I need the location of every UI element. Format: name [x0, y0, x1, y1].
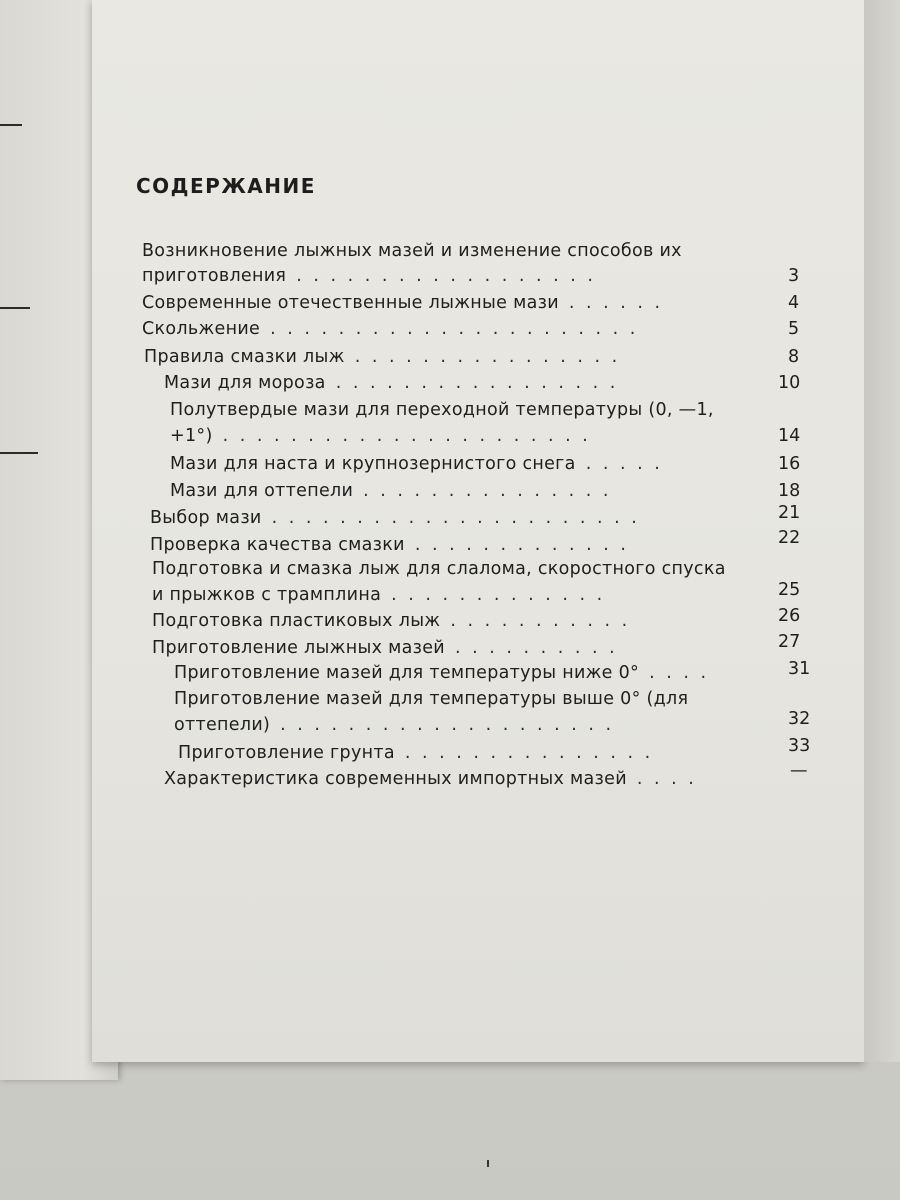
toc-entry-title-line1: Подготовка и смазка лыж для слалома, скоростного спуска: [152, 559, 726, 579]
toc-page-number: 18: [778, 481, 801, 501]
toc-page-number: 31: [788, 659, 811, 679]
toc-entry: оттепели) . . . . . . . . . . . . . . . . . . . .: [174, 715, 615, 735]
toc-entry: приготовления . . . . . . . . . . . . . . . . . .: [142, 266, 596, 286]
toc-entry: и прыжков с трамплина . . . . . . . . . . . . .: [152, 585, 606, 605]
toc-entry: Скольжение . . . . . . . . . . . . . . . . . . . . . .: [142, 319, 639, 339]
toc-entry-title-line1: Возникновение лыжных мазей и изменение способов их: [142, 241, 682, 261]
toc-page-number: 3: [788, 266, 800, 286]
toc-page-number: 4: [788, 293, 800, 313]
toc-entry: Мази для наста и крупнозернистого снега . . . . .: [170, 454, 663, 474]
toc-entry: Правила смазки лыж . . . . . . . . . . . . . . . .: [144, 347, 621, 367]
toc-page-number: 33: [788, 736, 811, 756]
toc-entry: Современные отечественные лыжные мази . . . . . .: [142, 293, 664, 313]
toc-page-number: 14: [778, 426, 801, 446]
toc-entry: +1°) . . . . . . . . . . . . . . . . . . . . . .: [170, 426, 591, 446]
toc-page-number: 5: [788, 319, 800, 339]
toc-page-number: 8: [788, 347, 800, 367]
toc-entry: Мази для мороза . . . . . . . . . . . . . . . . .: [164, 373, 619, 393]
toc-entry: Приготовление грунта . . . . . . . . . . . . . . .: [178, 743, 654, 763]
toc-entry: Подготовка пластиковых лыж . . . . . . . . . . .: [152, 611, 631, 631]
toc-entry-title-line1: Полутвердые мази для переходной температуры (0, —1,: [170, 400, 714, 420]
toc-page-number: 22: [778, 528, 801, 548]
toc-entry: Приготовление лыжных мазей . . . . . . . . . .: [152, 638, 618, 658]
toc-entry-title-line1: Приготовление мазей для температуры выше 0° (для: [174, 689, 689, 709]
toc-entry: Приготовление мазей для температуры ниже 0° . . . .: [174, 663, 710, 683]
toc-entry: Проверка качества смазки . . . . . . . . . . . . .: [150, 535, 629, 555]
toc-page-number: 16: [778, 454, 801, 474]
toc-page-number: —: [790, 761, 808, 781]
toc-entry: Мази для оттепели . . . . . . . . . . . . . . .: [170, 481, 612, 501]
toc-page-number: 27: [778, 632, 801, 652]
toc-page-number: 21: [778, 503, 801, 523]
contents-heading: СОДЕРЖАНИЕ: [136, 174, 316, 198]
toc-page-number: 26: [778, 606, 801, 626]
toc-page-number: 32: [788, 709, 811, 729]
toc-page-number: 25: [778, 580, 801, 600]
toc-entry: Характеристика современных импортных мазей . . . .: [164, 769, 697, 789]
toc-entry: Выбор мази . . . . . . . . . . . . . . . . . . . . . .: [150, 508, 640, 528]
toc-page-number: 10: [778, 373, 801, 393]
paper-speck: [487, 1160, 489, 1167]
